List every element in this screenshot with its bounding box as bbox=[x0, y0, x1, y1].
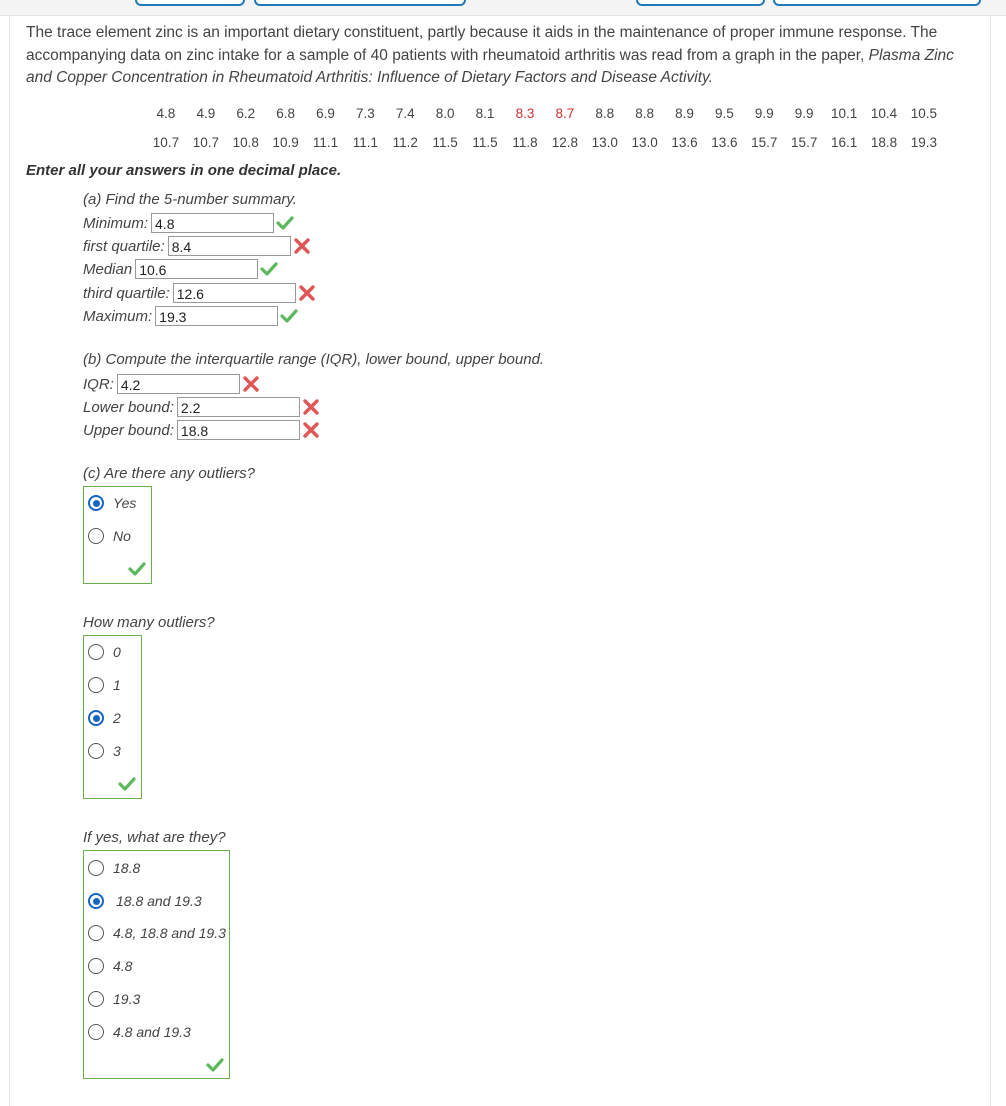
iqr-row bbox=[83, 373, 260, 395]
maximum-row bbox=[83, 305, 298, 327]
option-label: 19.3 bbox=[113, 991, 141, 1007]
data-value: 18.8 bbox=[870, 135, 898, 150]
minimum-row bbox=[83, 212, 294, 234]
toolbar-button-2[interactable] bbox=[254, 0, 466, 6]
data-value: 10.8 bbox=[232, 135, 259, 150]
q1-input[interactable]: 8.4 bbox=[168, 236, 291, 256]
median-label: Median bbox=[83, 260, 133, 278]
part-c-question: (c) Are there any outliers? bbox=[83, 465, 256, 482]
data-row-1 bbox=[146, 106, 944, 126]
data-value: 10.9 bbox=[272, 135, 299, 150]
option-4-8-and-19-3[interactable] bbox=[88, 1024, 191, 1040]
option-label: 4.8 bbox=[113, 958, 133, 974]
option-1[interactable] bbox=[88, 677, 121, 693]
lower-bound-row bbox=[83, 396, 320, 418]
correct-check-icon bbox=[276, 214, 294, 232]
which-answer-box bbox=[83, 850, 230, 1079]
maximum-input[interactable]: 19.3 bbox=[155, 306, 278, 326]
upper-bound-input[interactable]: 18.8 bbox=[177, 420, 300, 440]
radio-icon[interactable] bbox=[88, 925, 104, 941]
data-value: 9.9 bbox=[754, 106, 774, 121]
option-0[interactable] bbox=[88, 644, 121, 660]
data-row-2 bbox=[146, 135, 944, 155]
incorrect-x-icon bbox=[293, 237, 311, 255]
option-label: 2 bbox=[113, 710, 121, 726]
option-2[interactable] bbox=[88, 710, 121, 726]
data-value: 12.8 bbox=[551, 135, 578, 150]
median-input[interactable]: 10.6 bbox=[135, 259, 258, 279]
data-value: 8.9 bbox=[675, 106, 694, 121]
data-value: 10.5 bbox=[910, 106, 937, 121]
option-label: No bbox=[113, 528, 131, 544]
count-question: How many outliers? bbox=[83, 614, 215, 631]
lower-bound-label: Lower bound: bbox=[83, 398, 174, 416]
radio-selected-icon[interactable] bbox=[88, 710, 104, 726]
radio-icon[interactable] bbox=[88, 644, 104, 660]
toolbar-button-4[interactable] bbox=[773, 0, 981, 6]
data-value: 8.8 bbox=[635, 106, 655, 121]
data-value: 11.5 bbox=[472, 135, 498, 150]
q3-row bbox=[83, 282, 316, 304]
option-label: 18.8 and 19.3 bbox=[116, 893, 202, 909]
data-value: 4.8 bbox=[156, 106, 176, 121]
radio-icon[interactable] bbox=[88, 743, 104, 759]
maximum-label: Maximum: bbox=[83, 307, 153, 325]
data-value: 19.3 bbox=[910, 135, 937, 150]
data-value: 10.4 bbox=[870, 106, 898, 121]
data-value: 11.1 bbox=[312, 135, 339, 150]
upper-bound-label: Upper bound: bbox=[83, 421, 174, 439]
radio-icon[interactable] bbox=[88, 860, 104, 876]
data-value: 13.6 bbox=[671, 135, 698, 150]
q3-label: third quartile: bbox=[83, 284, 170, 302]
upper-bound-row bbox=[83, 419, 320, 441]
radio-icon[interactable] bbox=[88, 958, 104, 974]
data-value: 7.4 bbox=[395, 106, 415, 121]
data-value: 8.3 bbox=[515, 106, 535, 121]
data-value: 13.0 bbox=[631, 135, 658, 150]
data-value: 13.0 bbox=[591, 135, 618, 150]
data-value: 15.7 bbox=[751, 135, 778, 150]
minimum-input[interactable]: 4.8 bbox=[151, 213, 274, 233]
option-label: 0 bbox=[113, 644, 121, 660]
problem-text: The trace element zinc is an important dietary constituent, partly because it aids in the maintenance of proper immune response. The accompanying data on zinc intake for a sample of 40 patients with rheumatoid arthritis was read from a graph in the paper, bbox=[26, 24, 938, 64]
option-no[interactable] bbox=[88, 528, 131, 544]
part-a-question: (a) Find the 5-number summary. bbox=[83, 191, 297, 208]
incorrect-x-icon bbox=[242, 375, 260, 393]
minimum-label: Minimum: bbox=[83, 214, 149, 232]
data-value: 10.7 bbox=[192, 135, 219, 150]
data-value: 6.9 bbox=[316, 106, 335, 121]
data-value: 8.7 bbox=[555, 106, 575, 121]
option-yes[interactable] bbox=[88, 495, 136, 511]
q3-input[interactable]: 12.6 bbox=[173, 283, 296, 303]
data-value: 8.8 bbox=[595, 106, 615, 121]
data-value: 7.3 bbox=[356, 106, 375, 121]
option-18-8[interactable] bbox=[88, 860, 140, 876]
outliers-answer-box bbox=[83, 486, 152, 584]
option-label: 1 bbox=[113, 677, 121, 693]
option-label: 3 bbox=[113, 743, 121, 759]
part-b-question: (b) Compute the interquartile range (IQR), lower bound, upper bound. bbox=[83, 351, 545, 368]
option-label: 18.8 bbox=[113, 860, 141, 876]
instruction: Enter all your answers in one decimal place. bbox=[26, 162, 342, 179]
data-value: 11.5 bbox=[432, 135, 458, 150]
iqr-input[interactable]: 4.2 bbox=[117, 374, 240, 394]
incorrect-x-icon bbox=[302, 398, 320, 416]
paper-title: Plasma Zinc and Copper Concentration in Rheumatoid Arthritis: Influence of Dietary Factors and Disease Activity. bbox=[26, 46, 954, 86]
data-value: 6.8 bbox=[276, 106, 295, 121]
data-value: 16.1 bbox=[830, 135, 858, 150]
option-3[interactable] bbox=[88, 743, 121, 759]
toolbar-button-3[interactable] bbox=[636, 0, 765, 6]
incorrect-x-icon bbox=[298, 284, 316, 302]
option-label: Yes bbox=[113, 495, 137, 511]
data-value: 8.1 bbox=[475, 106, 495, 121]
toolbar-button-1[interactable] bbox=[135, 0, 245, 6]
top-toolbar bbox=[0, 0, 1006, 16]
lower-bound-input[interactable]: 2.2 bbox=[177, 397, 300, 417]
radio-icon[interactable] bbox=[88, 677, 104, 693]
count-answer-box bbox=[83, 635, 142, 799]
radio-selected-icon[interactable] bbox=[88, 893, 104, 909]
problem-statement bbox=[26, 22, 981, 90]
median-row bbox=[83, 258, 278, 280]
q1-label: first quartile: bbox=[83, 237, 165, 255]
radio-icon[interactable] bbox=[88, 991, 104, 1007]
data-value: 10.7 bbox=[152, 135, 180, 150]
option-label: 4.8 and 19.3 bbox=[113, 1024, 191, 1040]
data-value: 11.8 bbox=[512, 135, 538, 150]
option-4-8-18-8-and-19-3[interactable] bbox=[88, 925, 226, 941]
radio-icon[interactable] bbox=[88, 528, 104, 544]
data-value: 9.5 bbox=[715, 106, 734, 121]
option-4-8[interactable] bbox=[88, 958, 132, 974]
data-value: 15.7 bbox=[791, 135, 818, 150]
q1-row bbox=[83, 235, 311, 257]
correct-check-icon bbox=[118, 775, 136, 793]
data-value: 4.9 bbox=[196, 106, 216, 121]
option-19-3[interactable] bbox=[88, 991, 140, 1007]
data-value: 9.9 bbox=[794, 106, 814, 121]
radio-selected-icon[interactable] bbox=[88, 495, 104, 511]
incorrect-x-icon bbox=[302, 421, 320, 439]
which-question: If yes, what are they? bbox=[83, 829, 226, 846]
correct-check-icon bbox=[260, 260, 278, 278]
data-value: 13.6 bbox=[711, 135, 738, 150]
data-value: 10.1 bbox=[830, 106, 858, 121]
data-value: 11.1 bbox=[352, 135, 379, 150]
iqr-label: IQR: bbox=[83, 375, 114, 393]
option-18-8-and-19-3[interactable] bbox=[88, 893, 202, 909]
radio-icon[interactable] bbox=[88, 1024, 104, 1040]
option-label: 4.8, 18.8 and 19.3 bbox=[113, 925, 226, 941]
correct-check-icon bbox=[128, 560, 146, 578]
data-value: 6.2 bbox=[236, 106, 256, 121]
correct-check-icon bbox=[206, 1056, 224, 1074]
correct-check-icon bbox=[280, 307, 298, 325]
data-value: 11.2 bbox=[392, 135, 418, 150]
data-value: 8.0 bbox=[435, 106, 455, 121]
